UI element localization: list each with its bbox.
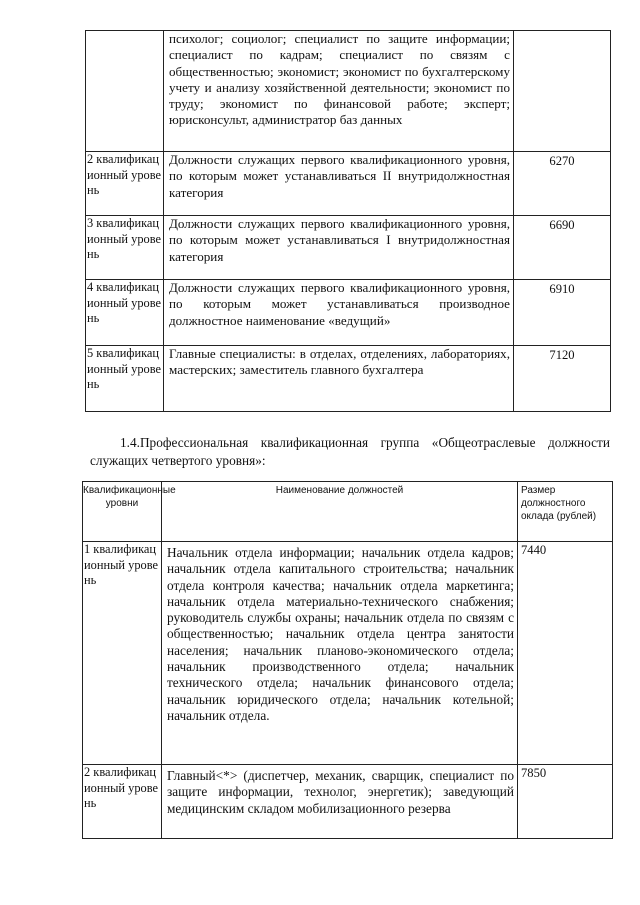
column-header-positions: Наименование должностей xyxy=(162,482,518,542)
table-row xyxy=(86,346,611,412)
table-row xyxy=(86,152,611,216)
salary-table-level-4 xyxy=(82,481,613,839)
salary-table-level-3 xyxy=(85,30,611,412)
salary-cell: 6690 xyxy=(514,216,611,280)
level-cell xyxy=(86,31,164,152)
table-header-row xyxy=(83,482,613,542)
level-cell: 5 квалификационный уровень xyxy=(86,346,164,412)
salary-cell: 7120 xyxy=(514,346,611,412)
salary-cell: 6270 xyxy=(514,152,611,216)
table-row xyxy=(83,542,613,765)
position-description: Главные специалисты: в отделах, отделениях, лабораториях, мастерских; заместитель главного бухгалтера xyxy=(164,346,514,412)
level-cell: 2 квалификационный уровень xyxy=(83,765,162,839)
salary-cell: 7440 xyxy=(518,542,613,765)
column-header-levels: Квалификационные уровни xyxy=(83,482,162,542)
level-cell: 2 квалификационный уровень xyxy=(86,152,164,216)
position-description: Должности служащих первого квалификационного уровня, по которым может устанавливаться II внутридолжностная категория xyxy=(164,152,514,216)
position-description: Главный<*> (диспетчер, механик, сварщик, специалист по защите информации, технолог, энергетик); заведующий медицинским складом мобилизационного резерва xyxy=(162,765,518,839)
table-row xyxy=(86,280,611,346)
table-row xyxy=(83,765,613,839)
salary-cell xyxy=(514,31,611,152)
position-description: психолог; социолог; специалист по защите информации; специалист по кадрам; специалист по связям с общественностью; экономист; экономист по бухгалтерскому учету и анализу хозяйственной деятельности; экономист по труду; экономист по финансовой работе; эксперт; юрисконсульт, администратор баз данных xyxy=(164,31,514,152)
table-row xyxy=(86,31,611,152)
position-description: Начальник отдела информации; начальник отдела кадров; начальник отдела капитального строительства; начальник отдела контроля качества; начальник отдела маркетинга; начальник отдела материально-технического снабжения; руководитель службы охраны; начальник отдела по связям с общественностью; начальник отдела центра занятости населения; начальник планово-экономического отдела; начальник производственного отдела; начальник технического отдела; начальник финансового отдела; начальник юридического отдела; начальник котельной; начальник отдела. xyxy=(162,542,518,765)
salary-cell: 6910 xyxy=(514,280,611,346)
position-description: Должности служащих первого квалификационного уровня, по которым может устанавливаться I внутридолжностная категория xyxy=(164,216,514,280)
level-cell: 3 квалификационный уровень xyxy=(86,216,164,280)
level-cell: 4 квалификационный уровень xyxy=(86,280,164,346)
column-header-salary: Размер должностного оклада (рублей) xyxy=(518,482,613,542)
table-row xyxy=(86,216,611,280)
position-description: Должности служащих первого квалификационного уровня, по которым может устанавливаться производное должностное наименование «ведущий» xyxy=(164,280,514,346)
level-cell: 1 квалификационный уровень xyxy=(83,542,162,765)
salary-cell: 7850 xyxy=(518,765,613,839)
section-heading: 1.4.Профессиональная квалификационная группа «Общеотраслевые должности служащих четвертого уровня»: xyxy=(90,435,610,468)
